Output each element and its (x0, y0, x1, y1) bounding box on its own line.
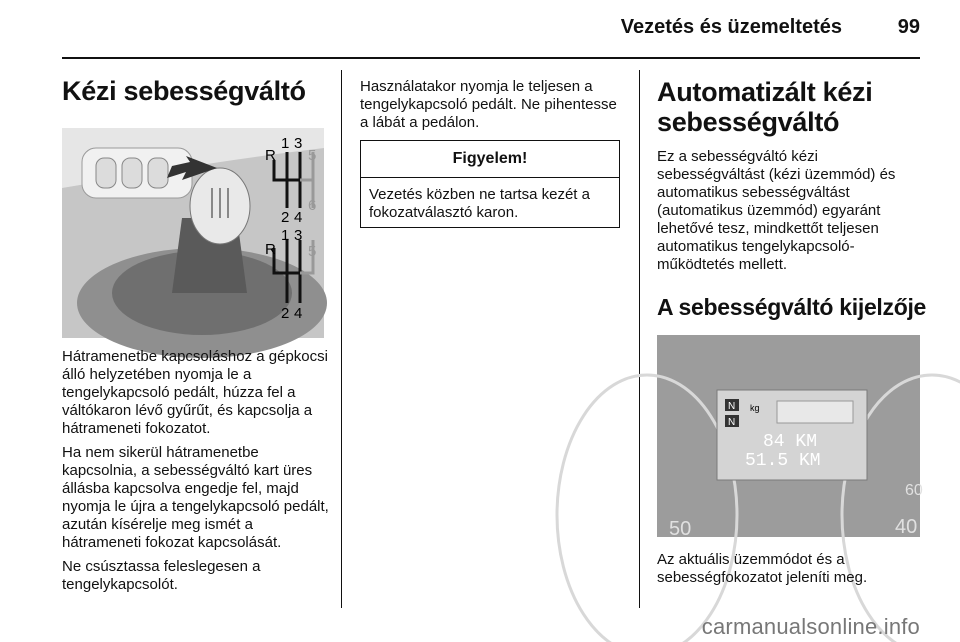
gear-label-4: 4 (294, 209, 303, 226)
page-number: 99 (897, 16, 920, 38)
gear-label-reverse-2: R (265, 241, 276, 258)
warning-box (360, 140, 620, 228)
gearshift-svg (62, 128, 324, 338)
gear-label-5: 5 (308, 147, 317, 164)
left-text-block (62, 348, 330, 600)
display-caption: Az aktuális üzemmódot és a sebességfokozatot jeleníti meg. (657, 551, 868, 586)
paragraph-clutch-usage: Használatakor nyomja le teljesen a tengelykapcsoló pedált. Ne pihentesse a lábát a pedálon. (360, 78, 617, 131)
middle-text-block (360, 78, 622, 138)
gear-label-3-2: 3 (294, 227, 303, 244)
warning-text: Vezetés közben ne tartsa kezét a fokozatválasztó karon. (369, 186, 590, 221)
gear-label-1: 1 (281, 135, 290, 152)
gear-label-2: 2 (281, 209, 290, 226)
gearbox-display-illustration (657, 335, 923, 540)
gear-label-reverse: R (265, 147, 276, 164)
gear-label-1-2: 1 (281, 227, 290, 244)
gear-label-4-2: 4 (294, 305, 303, 322)
gearshift-illustration (62, 128, 324, 338)
column-divider-2 (639, 70, 640, 608)
watermark: carmanualsonline.info (701, 614, 920, 639)
scale-right-upper: 60 (905, 482, 923, 499)
display-unit: kg (750, 403, 760, 413)
caption-block (657, 551, 922, 593)
scale-left: 50 (669, 518, 692, 540)
section-heading-manual-gearbox: Kézi sebességváltó (62, 76, 306, 106)
scale-right: 40 (895, 516, 918, 538)
paragraph-reverse-gear: Hátramenetbe kapcsoláshoz a gépkocsi álló helyzetében nyomja le a tengelykapcsoló pedált, húzza fel a váltókaron lévő gyűrűt, és kapcsolja a hátrameneti fokozatot. (62, 348, 328, 437)
subheading-gearbox-display: A sebességváltó kijelzője (657, 294, 927, 320)
display-odo-top: 84 KM (763, 432, 818, 452)
gear-label-3: 3 (294, 135, 303, 152)
paragraph-retry: Ha nem sikerül hátramenetbe kapcsolnia, a sebességváltó kart üres állásba kapcsolva engedje fel, majd nyomja le újra a tengelykapcsoló pedált, azután kísérelje meg ismét a hátrameneti fokozat kapcsolását. (62, 444, 329, 551)
paragraph-clutch-slip: Ne csúsztassa feleslegesen a tengelykapcsolót. (62, 558, 261, 593)
display-mode-bottom: N (728, 417, 736, 428)
display-mode-top: N (728, 401, 736, 412)
display-odo-bottom: 51.5 KM (745, 451, 821, 471)
column-divider-1 (341, 70, 342, 608)
section-heading-automated-gearbox: Automatizált kézi sebességváltó (657, 77, 873, 137)
warning-title: Figyelem! (361, 141, 619, 178)
display-svg (657, 335, 923, 540)
gear-label-2-2: 2 (281, 305, 290, 322)
paragraph-automated-intro: Ez a sebességváltó kézi sebességváltást (kézi üzemmód) és automatikus sebességváltást (automatikus üzemmód) egyaránt lehetővé tesz, mindkettőt teljesen automatikus tengelykapcsoló-működtetés mellett. (657, 148, 896, 273)
section-title: Vezetés és üzemeltetés (620, 16, 842, 38)
gear-label-5-2: 5 (308, 243, 317, 260)
right-intro-block (657, 148, 922, 280)
header-rule (62, 57, 920, 59)
gear-label-6: 6 (308, 197, 317, 214)
